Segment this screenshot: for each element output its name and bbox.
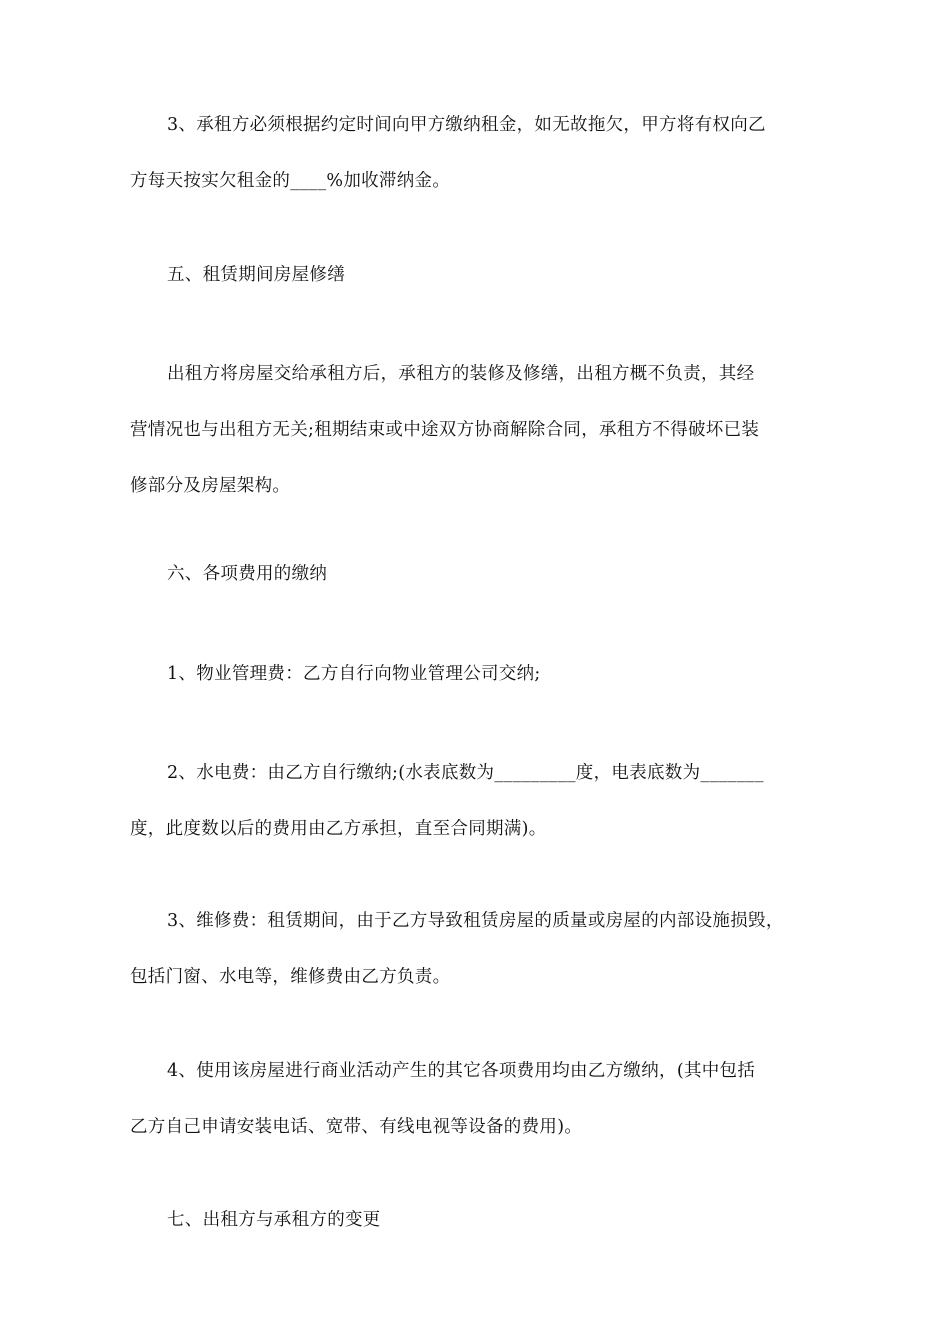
section-heading-6: 六、各项费用的缴纳: [167, 564, 328, 584]
paragraph-line: 出租方将房屋交给承租方后，承租方的装修及修缮，出租方概不负责，其经: [167, 364, 755, 384]
paragraph-repairs: [130, 346, 830, 514]
paragraph-line: 1、物业管理费：乙方自行向物业管理公司交纳;: [167, 664, 541, 684]
paragraph-line: 3、承租方必须根据约定时间向甲方缴纳租金，如无故拖欠，甲方将有权向乙: [167, 115, 766, 135]
paragraph-maintenance: [130, 893, 830, 1005]
paragraph-other-fees: [130, 1043, 830, 1155]
paragraph-line: 度，此度数以后的费用由乙方承担，直至合同期满)。: [130, 819, 547, 839]
paragraph-line: 包括门窗、水电等，维修费由乙方负责。: [130, 967, 451, 987]
paragraph-utilities: [130, 745, 830, 857]
section-heading-5: 五、租赁期间房屋修缮: [167, 265, 345, 285]
paragraph-line: 2、水电费：由乙方自行缴纳;(水表底数为_________度，电表底数为_______: [167, 763, 764, 783]
section-heading-7: 七、出租方与承租方的变更: [167, 1210, 381, 1230]
paragraph-line: 乙方自己申请安装电话、宽带、有线电视等设备的费用)。: [130, 1117, 583, 1137]
paragraph-line: 方每天按实欠租金的____%加收滞纳金。: [130, 171, 451, 191]
paragraph-line: 4、使用该房屋进行商业活动产生的其它各项费用均由乙方缴纳，(其中包括: [167, 1061, 756, 1081]
paragraph-property-fee: [130, 646, 830, 702]
paragraph-rent-payment: [130, 97, 830, 209]
paragraph-line: 营情况也与出租方无关;租期结束或中途双方协商解除合同，承租方不得破坏已装: [130, 420, 760, 440]
paragraph-line: 3、维修费：租赁期间，由于乙方导致租赁房屋的质量或房屋的内部设施损毁，: [167, 911, 784, 931]
paragraph-line: 修部分及房屋架构。: [130, 476, 291, 496]
